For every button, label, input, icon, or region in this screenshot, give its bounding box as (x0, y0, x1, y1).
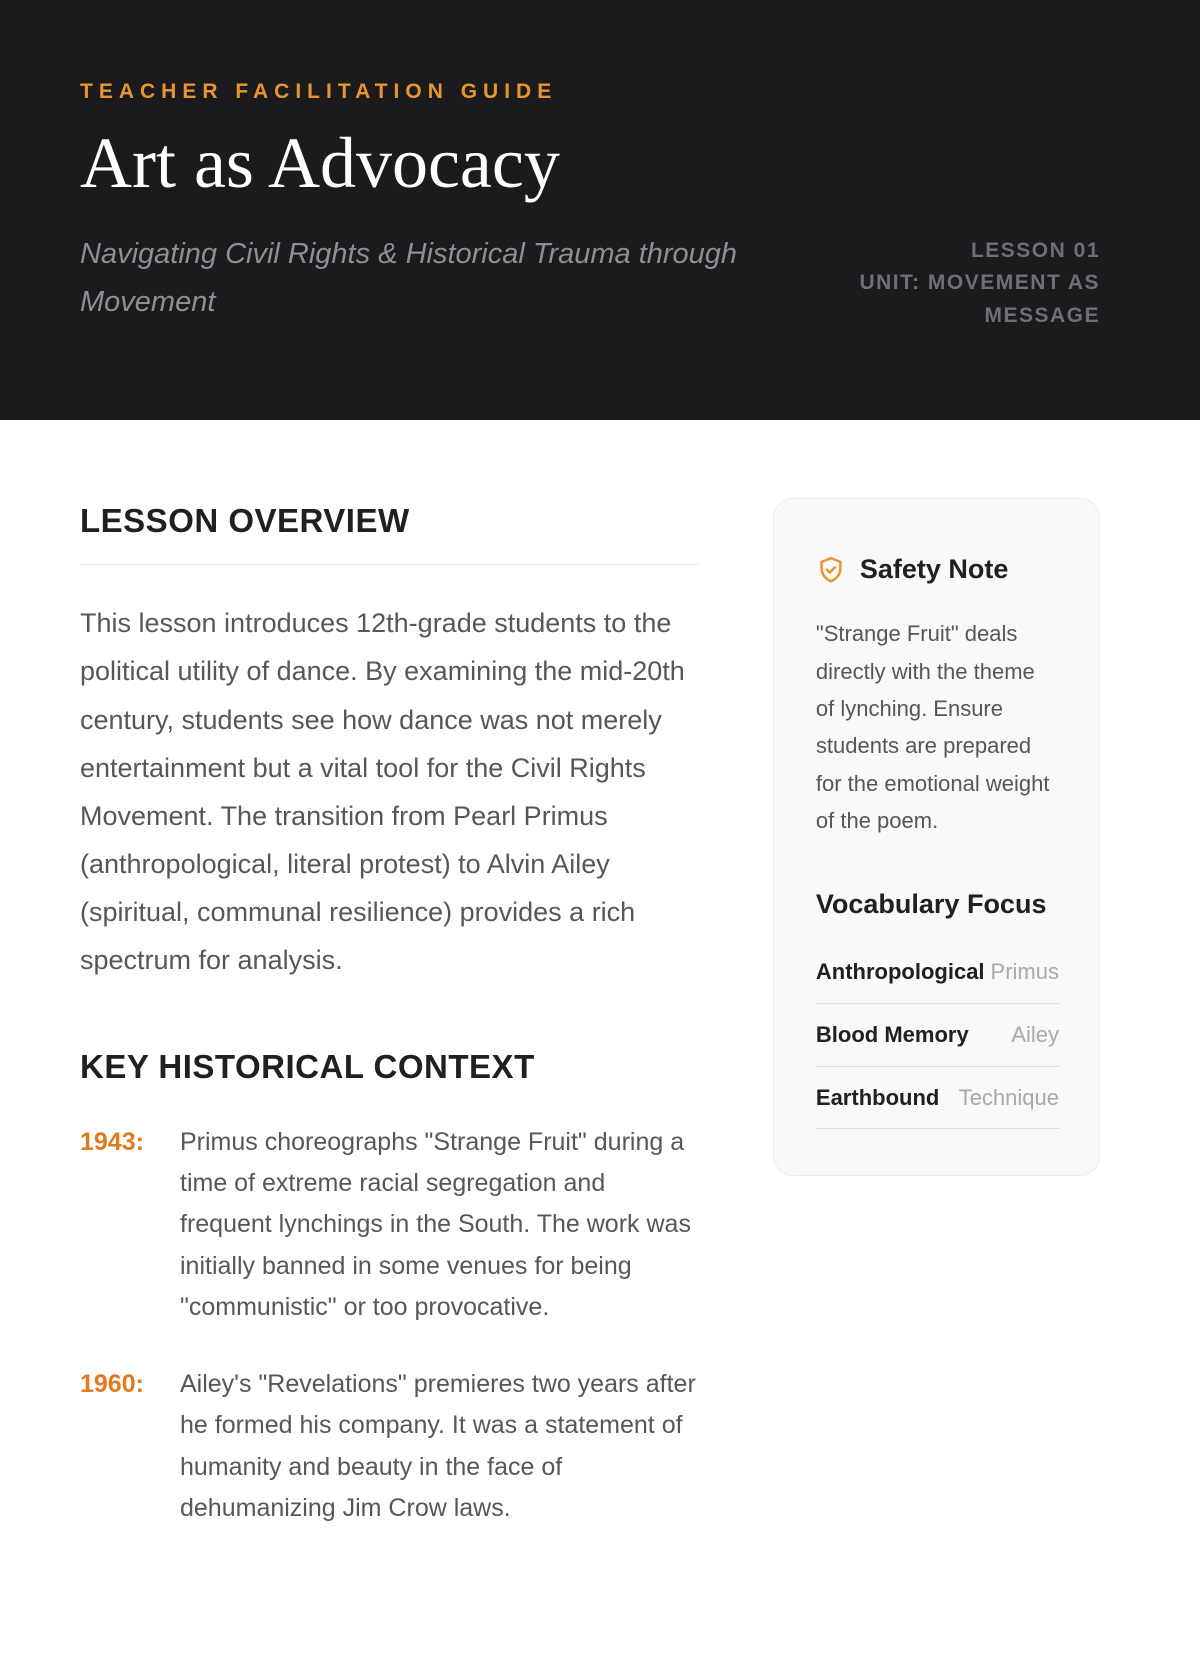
vocab-value: Ailey (1011, 1021, 1059, 1047)
page-subtitle: Navigating Civil Rights & Historical Trauma through Movement (80, 237, 738, 318)
lesson-overview-text: This lesson introduces 12th-grade students to the political utility of dance. By examining the mid-20th century, students see how dance was not merely entertainment but a vital tool for the Civil Rights Movement. The transition from Pearl Primus (anthropological, literal protest) to Alvin Ailey (spiritual, communal resilience) provides a rich spectrum for analysis. (80, 608, 685, 975)
vocab-row-earthbound (816, 1067, 1059, 1130)
page-header (0, 0, 1200, 420)
vocab-row-anthropological (816, 941, 1059, 1004)
timeline-item-1943 (80, 1122, 698, 1328)
shield-check-icon (816, 555, 846, 585)
vocab-value: Technique (958, 1084, 1059, 1110)
historical-context-heading: KEY HISTORICAL CONTEXT (80, 1047, 535, 1085)
lesson-overview-heading: LESSON OVERVIEW (80, 502, 698, 565)
timeline-year: 1960: (80, 1370, 144, 1399)
safety-note-text: "Strange Fruit" deals directly with the theme of lynching. Ensure students are prepared for the emotional weight of the poem. (815, 621, 1050, 834)
header-bottom-row (80, 231, 1100, 333)
safety-note-header (816, 551, 1059, 589)
content-area (0, 420, 1200, 1655)
vocabulary-focus-heading: Vocabulary Focus (815, 888, 1047, 919)
vocab-value: Primus (990, 959, 1059, 985)
vocabulary-list (816, 941, 1059, 1129)
vocab-term: Anthropological (815, 959, 985, 985)
unit-name: UNIT: MOVEMENT AS MESSAGE (859, 271, 1100, 327)
timeline-item-1960 (80, 1364, 698, 1529)
main-column (80, 502, 698, 1565)
timeline-year: 1943: (80, 1127, 144, 1156)
vocab-row-blood-memory (816, 1004, 1059, 1067)
timeline-text: Primus choreographs "Strange Fruit" during a time of extreme racial segregation and frequent lynchings in the South. The work was initially banned in some venues for being "communistic" or too provocative. (180, 1127, 691, 1321)
safety-note-title: Safety Note (859, 554, 1009, 585)
vocab-term: Earthbound (815, 1084, 940, 1110)
timeline-text: Ailey's "Revelations" premieres two years after he formed his company. It was a statement of humanity and beauty in the face of dehumanizing Jim Crow laws. (180, 1370, 696, 1522)
lesson-number: LESSON 01 (970, 238, 1100, 262)
sidebar-card (773, 498, 1100, 1176)
vocab-term: Blood Memory (815, 1022, 969, 1048)
eyebrow-label: TEACHER FACILITATION GUIDE (80, 80, 558, 103)
page-title: Art as Advocacy (80, 123, 560, 203)
lesson-meta (800, 231, 1100, 333)
